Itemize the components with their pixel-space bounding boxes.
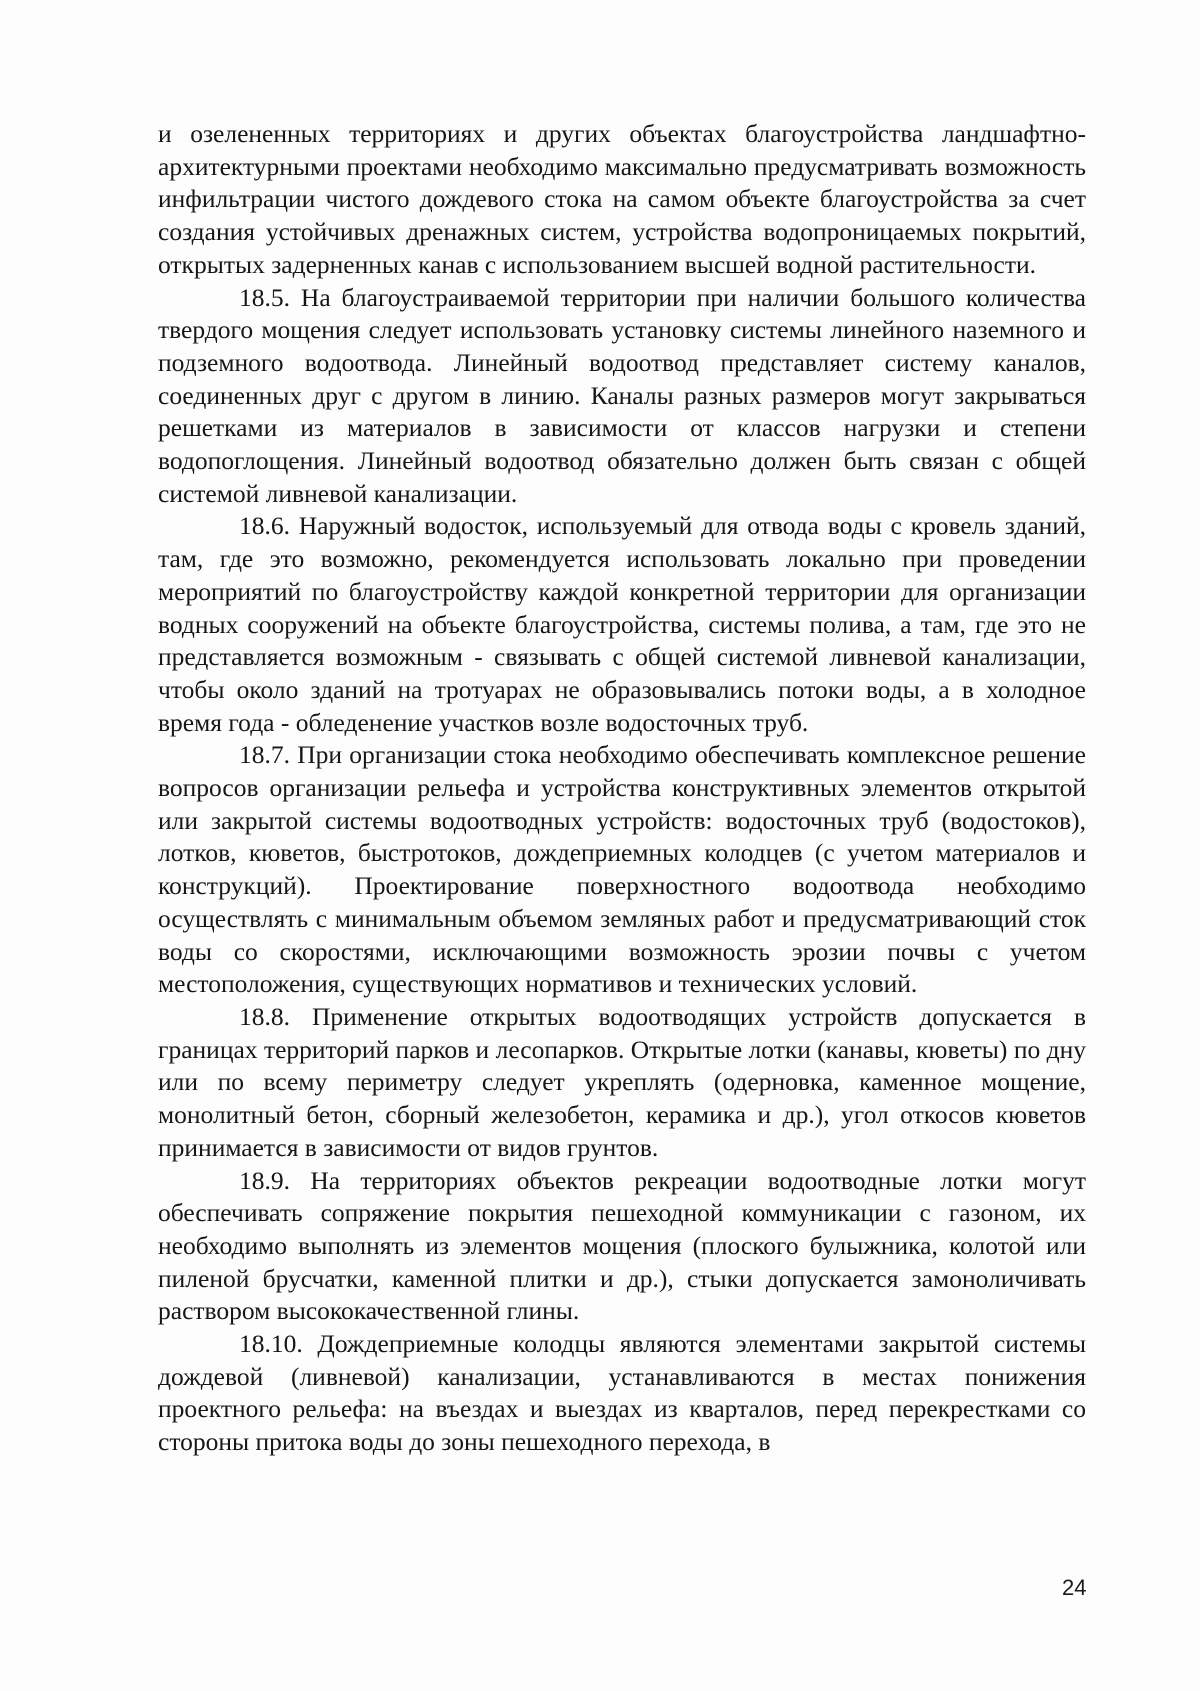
page-number: 24 xyxy=(1062,1575,1087,1600)
paragraph-18-9: 18.9. На территориях объектов рекреации водоотводные лотки могут обеспечивать сопряжение покрытия пешеходной коммуникации с газоном, их необходимо выполнять из элементов мощения (плоского булыжника, колотой или пиленой брусчатки, каменной плитки и др.), стыки допускается замоноличивать раствором высококачественной глины. xyxy=(158,1165,1086,1326)
paragraph-18-5: 18.5. На благоустраиваемой территории при наличии большого количества твердого мощения следует использовать установку системы линейного наземного и подземного водоотвода. Линейный водоотвод представляет систему каналов, соединенных друг с другом в линию. Каналы разных размеров могут закрываться решетками из материалов в зависимости от классов нагрузки и степени водопоглощения. Линейный водоотвод обязательно должен быть связан с общей системой ливневой канализации. xyxy=(158,282,1086,508)
paragraph-18-10: 18.10. Дождеприемные колодцы являются элементами закрытой системы дождевой (ливневой) канализации, устанавливаются в местах понижения проектного рельефа: на въездах и выездах из кварталов, перед перекрестками со стороны притока воды до зоны пешеходного перехода, в xyxy=(158,1329,1086,1457)
paragraph-18-7: 18.7. При организации стока необходимо обеспечивать комплексное решение вопросов организации рельефа и устройства конструктивных элементов открытой или закрытой системы водоотводных устройств: водосточных труб (водостоков), лотков, кюветов, быстротоков, дождеприемных колодцев (с учетом материалов и конструкций). Проектирование поверхностного водоотвода необходимо осуществлять с минимальным объемом земляных работ и предусматривающий сток воды со скоростями, исключающими возможность эрозии почвы с учетом местоположения, существующих нормативов и технических условий. xyxy=(158,740,1086,999)
paragraph-18-6: 18.6. Наружный водосток, используемый для отвода воды с кровель зданий, там, где это возможно, рекомендуется использовать локально при проведении мероприятий по благоустройству каждой конкретной территории для организации водных сооружений на объекте благоустройства, системы полива, а там, где это не представляется возможным - связывать с общей системой ливневой канализации, чтобы около зданий на тротуарах не образовывались потоки воды, а в холодное время года - обледенение участков возле водосточных труб. xyxy=(158,511,1086,737)
paragraph-continuation: и озелененных территориях и других объектах благоустройства ландшафтно-архитектурными проектами необходимо максимально предусматривать возможность инфильтрации чистого дождевого стока на самом объекте благоустройства за счет создания устойчивых дренажных систем, устройства водопроницаемых покрытий, открытых задерненных канав с использованием высшей водной растительности. xyxy=(158,119,1086,279)
body-text xyxy=(158,118,1086,1459)
paragraph-18-8: 18.8. Применение открытых водоотводящих устройств допускается в границах территорий парков и лесопарков. Открытые лотки (канавы, кюветы) по дну или по всему периметру следует укреплять (одерновка, каменное мощение, монолитный бетон, сборный железобетон, керамика и др.), угол откосов кюветов принимается в зависимости от видов грунтов. xyxy=(158,1001,1086,1162)
